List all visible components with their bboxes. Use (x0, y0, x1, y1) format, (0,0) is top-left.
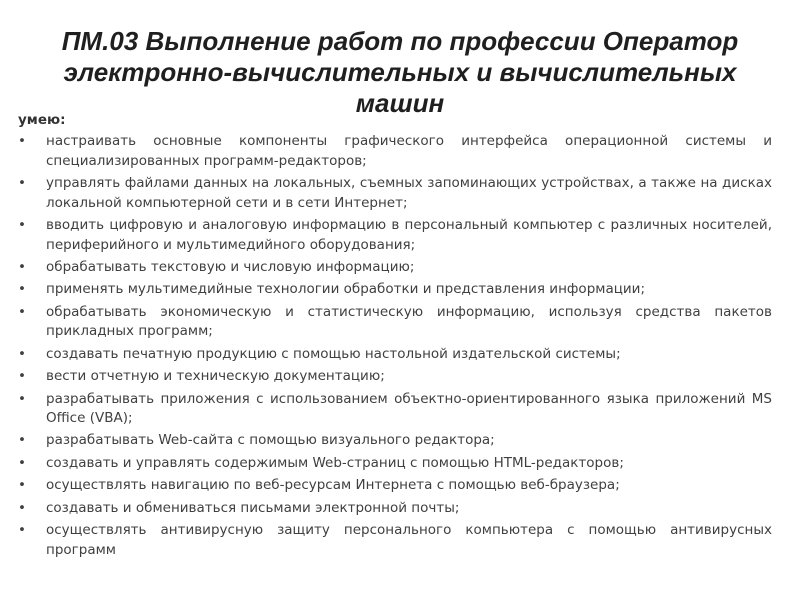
bullet-icon: • (18, 258, 26, 275)
list-item (18, 367, 772, 387)
list-item-text: создавать и обмениваться письмами электронной почты; (46, 499, 460, 516)
list-item (18, 345, 772, 365)
skills-list (18, 132, 772, 563)
bullet-icon: • (18, 216, 26, 233)
skills-lead-label: умею: (18, 112, 66, 128)
list-item (18, 521, 772, 560)
list-item (18, 454, 772, 474)
list-item-text: разрабатывать Web-сайта с помощью визуального редактора; (46, 432, 495, 449)
bullet-icon: • (18, 432, 26, 449)
slide-title: ПМ.03 Выполнение работ по профессии Оператор электронно-вычислительных и вычислительных машин (61, 26, 739, 118)
list-item (18, 431, 772, 451)
bullet-icon: • (18, 281, 26, 298)
list-item-text: осуществлять навигацию по веб-ресурсам Интернета с помощью веб-браузера; (46, 477, 620, 494)
bullet-icon: • (18, 390, 26, 407)
list-item-text: создавать и управлять содержимым Web-страниц с помощью HTML-редакторов; (46, 454, 624, 471)
list-item-text: создавать печатную продукцию с помощью настольной издательской системы; (46, 345, 621, 362)
bullet-icon: • (18, 477, 26, 494)
list-item-text: применять мультимедийные технологии обработки и представления информации; (46, 281, 646, 298)
list-item-text: настраивать основные компоненты графического интерфейса операционной системы и специализированных программ-редакторов; (46, 133, 772, 169)
list-item-text: вводить цифровую и аналоговую информацию в персональный компьютер с различных носителей, периферийного и мультимедийного оборудования; (46, 216, 772, 253)
list-item-text: управлять файлами данных на локальных, съемных запоминающих устройствах, а также на дисках локальной компьютерной сети и в сети Интернет; (46, 174, 772, 211)
bullet-icon: • (18, 133, 26, 149)
bullet-icon: • (18, 345, 26, 362)
bullet-icon: • (18, 174, 26, 191)
list-item (18, 258, 772, 278)
bullet-icon: • (18, 522, 26, 539)
list-item (18, 390, 772, 429)
bullet-icon: • (18, 368, 26, 385)
bullet-icon: • (18, 454, 26, 471)
list-item-text: обрабатывать текстовую и числовую информацию; (46, 258, 415, 275)
list-item (18, 174, 772, 213)
list-item-text: осуществлять антивирусную защиту персонального компьютера с помощью антивирусных программ (46, 522, 772, 558)
list-item (18, 216, 772, 255)
list-item-text: разрабатывать приложения с использованием объектно-ориентированного языка приложений MS Office (VBA); (46, 390, 772, 427)
list-item (18, 280, 772, 300)
list-item (18, 132, 772, 171)
list-item (18, 303, 772, 342)
list-item (18, 476, 772, 496)
bullet-icon: • (18, 303, 26, 320)
bullet-icon: • (18, 499, 26, 516)
list-item-text: вести отчетную и техническую документацию; (46, 368, 385, 385)
list-item-text: обрабатывать экономическую и статистическую информацию, используя средства пакетов прикладных программ; (46, 303, 772, 340)
list-item (18, 499, 772, 519)
